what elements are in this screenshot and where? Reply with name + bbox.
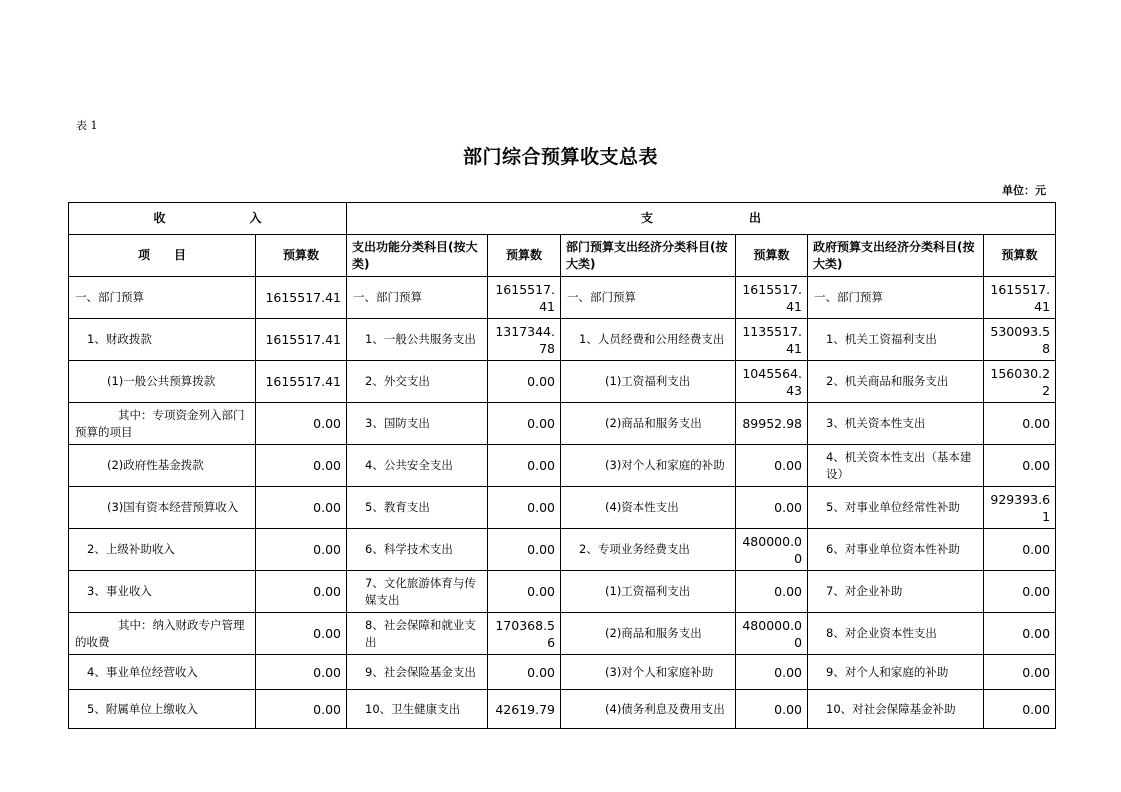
income-item: (1)一般公共预算拨款 — [69, 361, 256, 403]
dept-econ-item: (4)债务利息及费用支出 — [561, 690, 736, 729]
function-amount: 170368.56 — [488, 613, 561, 655]
income-item: 5、附属单位上缴收入 — [69, 690, 256, 729]
gov-econ-amount: 929393.61 — [984, 487, 1056, 529]
function-amount: 0.00 — [488, 487, 561, 529]
gov-econ-amount: 530093.58 — [984, 319, 1056, 361]
gov-econ-item: 8、对企业资本性支出 — [808, 613, 984, 655]
dept-econ-item: 一、部门预算 — [561, 277, 736, 319]
function-item: 1、一般公共服务支出 — [347, 319, 488, 361]
function-item: 9、社会保险基金支出 — [347, 655, 488, 690]
income-item: 一、部门预算 — [69, 277, 256, 319]
function-amount: 0.00 — [488, 529, 561, 571]
dept-econ-item: (1)工资福利支出 — [561, 571, 736, 613]
gov-econ-amount: 0.00 — [984, 445, 1056, 487]
gov-econ-amount: 1615517.41 — [984, 277, 1056, 319]
dept-econ-item: (3)对个人和家庭补助 — [561, 655, 736, 690]
function-amount: 42619.79 — [488, 690, 561, 729]
dept-econ-item: (2)商品和服务支出 — [561, 403, 736, 445]
function-item: 一、部门预算 — [347, 277, 488, 319]
dept-econ-amount: 480000.00 — [736, 529, 808, 571]
dept-econ-amount: 0.00 — [736, 655, 808, 690]
gov-econ-amount: 156030.22 — [984, 361, 1056, 403]
function-item: 5、教育支出 — [347, 487, 488, 529]
gov-econ-amount: 0.00 — [984, 571, 1056, 613]
gov-econ-item: 3、机关资本性支出 — [808, 403, 984, 445]
income-amount: 1615517.41 — [256, 361, 347, 403]
function-amount: 0.00 — [488, 445, 561, 487]
income-amount: 0.00 — [256, 487, 347, 529]
gov-econ-amount: 0.00 — [984, 655, 1056, 690]
dept-econ-item: (4)资本性支出 — [561, 487, 736, 529]
budget-header-gov: 预算数 — [984, 235, 1056, 277]
dept-econ-item: (2)商品和服务支出 — [561, 613, 736, 655]
header-row-sub — [69, 235, 1056, 277]
budget-header-function: 预算数 — [488, 235, 561, 277]
budget-header-dept: 预算数 — [736, 235, 808, 277]
dept-econ-item: (1)工资福利支出 — [561, 361, 736, 403]
gov-econ-class-header: 政府预算支出经济分类科目(按大类) — [808, 235, 984, 277]
function-amount: 1317344.78 — [488, 319, 561, 361]
table-row — [69, 529, 1056, 571]
income-header: 收 入 — [69, 203, 347, 235]
table-row — [69, 690, 1056, 729]
gov-econ-item: 4、机关资本性支出（基本建设） — [808, 445, 984, 487]
gov-econ-item: 5、对事业单位经常性补助 — [808, 487, 984, 529]
dept-econ-amount: 1135517.41 — [736, 319, 808, 361]
dept-econ-amount: 89952.98 — [736, 403, 808, 445]
income-amount: 0.00 — [256, 445, 347, 487]
income-item: 3、事业收入 — [69, 571, 256, 613]
dept-econ-item: 2、专项业务经费支出 — [561, 529, 736, 571]
function-amount: 1615517.41 — [488, 277, 561, 319]
function-item: 6、科学技术支出 — [347, 529, 488, 571]
header-row-main — [69, 203, 1056, 235]
table-row — [69, 403, 1056, 445]
gov-econ-item: 9、对个人和家庭的补助 — [808, 655, 984, 690]
function-item: 4、公共安全支出 — [347, 445, 488, 487]
dept-econ-amount: 0.00 — [736, 445, 808, 487]
gov-econ-item: 2、机关商品和服务支出 — [808, 361, 984, 403]
function-amount: 0.00 — [488, 361, 561, 403]
gov-econ-amount: 0.00 — [984, 613, 1056, 655]
table-row — [69, 571, 1056, 613]
gov-econ-item: 10、对社会保障基金补助 — [808, 690, 984, 729]
page-title: 部门综合预算收支总表 — [462, 146, 658, 168]
income-item: 2、上级补助收入 — [69, 529, 256, 571]
table-row — [69, 319, 1056, 361]
income-amount: 0.00 — [256, 613, 347, 655]
dept-econ-class-header: 部门预算支出经济分类科目(按大类) — [561, 235, 736, 277]
table-row — [69, 487, 1056, 529]
table-row — [69, 655, 1056, 690]
gov-econ-item: 1、机关工资福利支出 — [808, 319, 984, 361]
function-item: 2、外交支出 — [347, 361, 488, 403]
dept-econ-item: (3)对个人和家庭的补助 — [561, 445, 736, 487]
table-row — [69, 613, 1056, 655]
function-amount: 0.00 — [488, 655, 561, 690]
table-row — [69, 277, 1056, 319]
dept-econ-amount: 1045564.43 — [736, 361, 808, 403]
gov-econ-item: 7、对企业补助 — [808, 571, 984, 613]
income-amount: 0.00 — [256, 571, 347, 613]
budget-summary-table — [68, 202, 1056, 729]
item-header: 项 目 — [69, 235, 256, 277]
income-item: 4、事业单位经营收入 — [69, 655, 256, 690]
dept-econ-item: 1、人员经费和公用经费支出 — [561, 319, 736, 361]
gov-econ-item: 一、部门预算 — [808, 277, 984, 319]
income-amount: 0.00 — [256, 529, 347, 571]
dept-econ-amount: 480000.00 — [736, 613, 808, 655]
gov-econ-amount: 0.00 — [984, 529, 1056, 571]
income-amount: 1615517.41 — [256, 319, 347, 361]
function-class-header: 支出功能分类科目(按大类) — [347, 235, 488, 277]
budget-header-income: 预算数 — [256, 235, 347, 277]
table-row — [69, 361, 1056, 403]
income-item: (2)政府性基金拨款 — [69, 445, 256, 487]
income-amount: 0.00 — [256, 403, 347, 445]
income-item: 其中：专项资金列入部门预算的项目 — [69, 403, 256, 445]
income-amount: 1615517.41 — [256, 277, 347, 319]
function-item: 8、社会保障和就业支出 — [347, 613, 488, 655]
gov-econ-amount: 0.00 — [984, 690, 1056, 729]
function-item: 3、国防支出 — [347, 403, 488, 445]
dept-econ-amount: 1615517.41 — [736, 277, 808, 319]
dept-econ-amount: 0.00 — [736, 487, 808, 529]
function-item: 10、卫生健康支出 — [347, 690, 488, 729]
dept-econ-amount: 0.00 — [736, 571, 808, 613]
gov-econ-amount: 0.00 — [984, 403, 1056, 445]
function-item: 7、文化旅游体育与传媒支出 — [347, 571, 488, 613]
income-item: (3)国有资本经营预算收入 — [69, 487, 256, 529]
unit-label: 单位：元 — [1002, 184, 1046, 197]
income-amount: 0.00 — [256, 655, 347, 690]
income-item: 其中：纳入财政专户管理的收费 — [69, 613, 256, 655]
income-item: 1、财政拨款 — [69, 319, 256, 361]
table-row — [69, 445, 1056, 487]
dept-econ-amount: 0.00 — [736, 690, 808, 729]
function-amount: 0.00 — [488, 571, 561, 613]
table-number-label: 表 1 — [76, 119, 98, 132]
function-amount: 0.00 — [488, 403, 561, 445]
gov-econ-item: 6、对事业单位资本性补助 — [808, 529, 984, 571]
income-amount: 0.00 — [256, 690, 347, 729]
expense-header: 支 出 — [347, 203, 1056, 235]
